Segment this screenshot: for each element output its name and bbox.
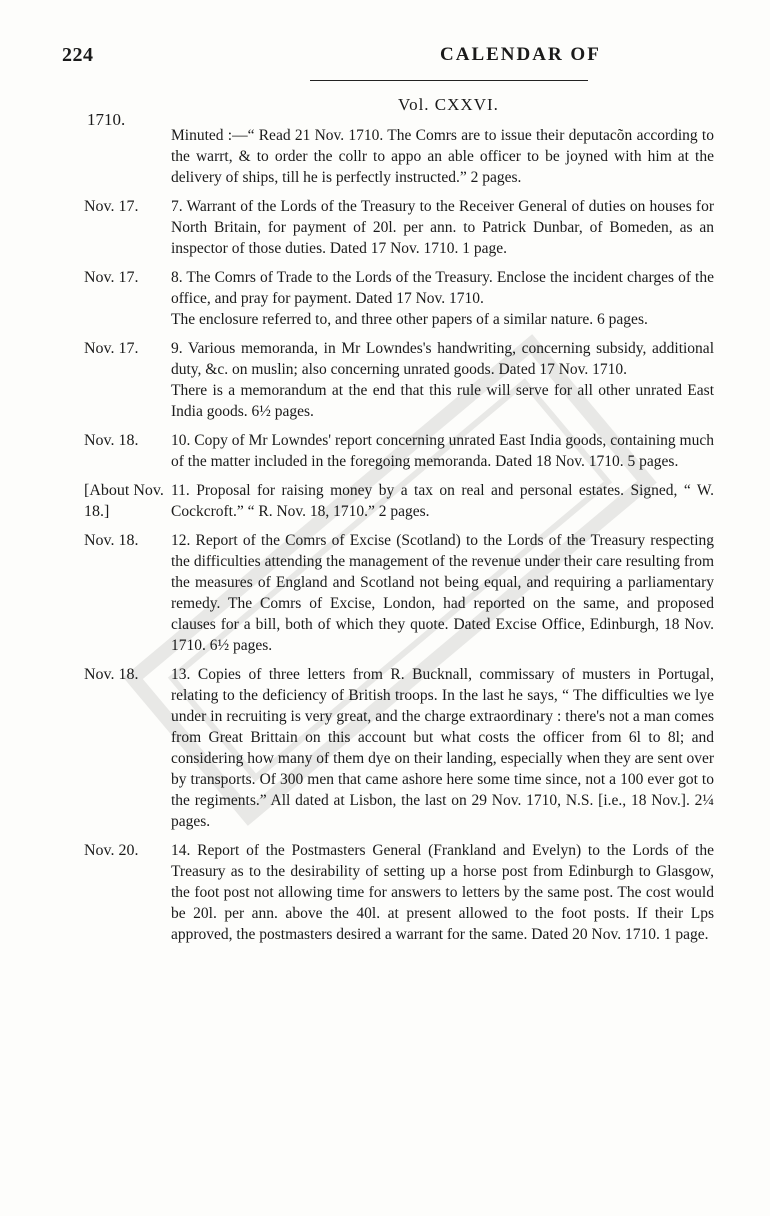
entry-date: Nov. 17. [84,340,139,357]
entry-paragraph: 8. The Comrs of Trade to the Lords of the Treasury. Enclose the incident charges of the office, and pray for payment. Dated 17 Nov. 1710. [171,269,714,307]
calendar-entry [84,664,714,832]
entry-date: Nov. 20. [84,842,139,859]
page-number: 224 [62,44,94,66]
entry-text [171,430,714,472]
year-marker: 1710. [87,110,126,129]
entry-subparagraph: There is a memorandum at the end that this rule will serve for all other unrated East India goods. 6½ pages. [171,382,714,420]
entry-paragraph: 14. Report of the Postmasters General (Frankland and Evelyn) to the Lords of the Treasury as to the desirability of setting up a horse post from Edinburgh to Glasgow, the foot post not allowing time for answers to letters by the same post. The cost would be 20l. per ann. above the 40l. at present allowed to the foot posts. If their Lps approved, the postmasters desired a warrant for the same. Dated 20 Nov. 1710. 1 page. [171,842,714,943]
entry-paragraph: Minuted :—“ Read 21 Nov. 1710. The Comrs are to issue their deputacõn according to the warrt, & to order the collr to appo an able officer to be joyned with him at the delivery of ships, till he is perfectly instructed.” 2 pages. [171,127,714,186]
entry-paragraph: 13. Copies of three letters from R. Bucknall, commissary of musters in Portugal, relating to the deficiency of British troops. In the last he says, “ The difficulties we lye under in recruiting is very great, and the charge extraordinary : there's not a man comes from Great Brittain on this account but what costs the officer from 6l to 8l; and considering how many of them dye on their landing, especially when they are sent over by transports. Of 300 men that came ashore here some time since, not a 100 ever got to the regiments.” All dated at Lisbon, the last on 29 Nov. 1710, N.S. [i.e., 18 Nov.]. 2¼ pages. [171,666,714,830]
calendar-entry [84,196,714,259]
entry-date: Nov. 18. [84,666,139,683]
calendar-entry [84,840,714,945]
calendar-entry [84,338,714,422]
running-title: CALENDAR OF [440,44,601,65]
header-rule [310,80,588,81]
calendar-entry [84,267,714,330]
calendar-entry [84,125,714,188]
running-head [60,44,710,70]
calendar-entry [84,430,714,472]
entry-text [171,338,714,422]
entry-paragraph: 11. Proposal for raising money by a tax on real and personal estates. Signed, “ W. Cockcroft.” “ R. Nov. 18, 1710.” 2 pages. [171,482,714,520]
volume-heading: Vol. CXXVI. [398,95,499,114]
entry-subparagraph: The enclosure referred to, and three other papers of a similar nature. 6 pages. [171,311,648,328]
entry-text [171,196,714,259]
calendar-entry [84,530,714,656]
entry-paragraph: 7. Warrant of the Lords of the Treasury to the Receiver General of duties on houses for North Britain, for payment of 20l. per ann. to Patrick Dunbar, of Bomeden, as an inspector of those duties. Dated 17 Nov. 1710. 1 page. [171,198,714,257]
entry-text [171,480,714,522]
entry-date: Nov. 17. [84,269,139,286]
entry-text [171,664,714,832]
entry-list [84,125,714,953]
entry-text [171,840,714,945]
entry-text [171,125,714,188]
calendar-entry [84,480,714,522]
entry-date: Nov. 17. [84,198,139,215]
entry-date: Nov. 18. [84,532,139,549]
entry-paragraph: 10. Copy of Mr Lowndes' report concerning unrated East India goods, containing much of the matter included in the foregoing memoranda. Dated 18 Nov. 1710. 5 pages. [171,432,714,470]
entry-text [171,267,714,330]
entry-date: [About Nov. 18.] [84,482,164,520]
entry-paragraph: 12. Report of the Comrs of Excise (Scotland) to the Lords of the Treasury respecting the difficulties attending the management of the revenue under their care resulting from the measures of England and Scotland not being equal, and requiring a parliamentary remedy. The Comrs of Excise, London, had reported on the same, and proposed clauses for a bill, both of which they quote. Dated Excise Office, Edinburgh, 18 Nov. 1710. 6½ pages. [171,532,714,654]
entry-paragraph: 9. Various memoranda, in Mr Lowndes's handwriting, concerning subsidy, additional duty, &c. on muslin; also concerning unrated goods. Dated 17 Nov. 1710. [171,340,714,378]
entry-text [171,530,714,656]
entry-date: Nov. 18. [84,432,139,449]
